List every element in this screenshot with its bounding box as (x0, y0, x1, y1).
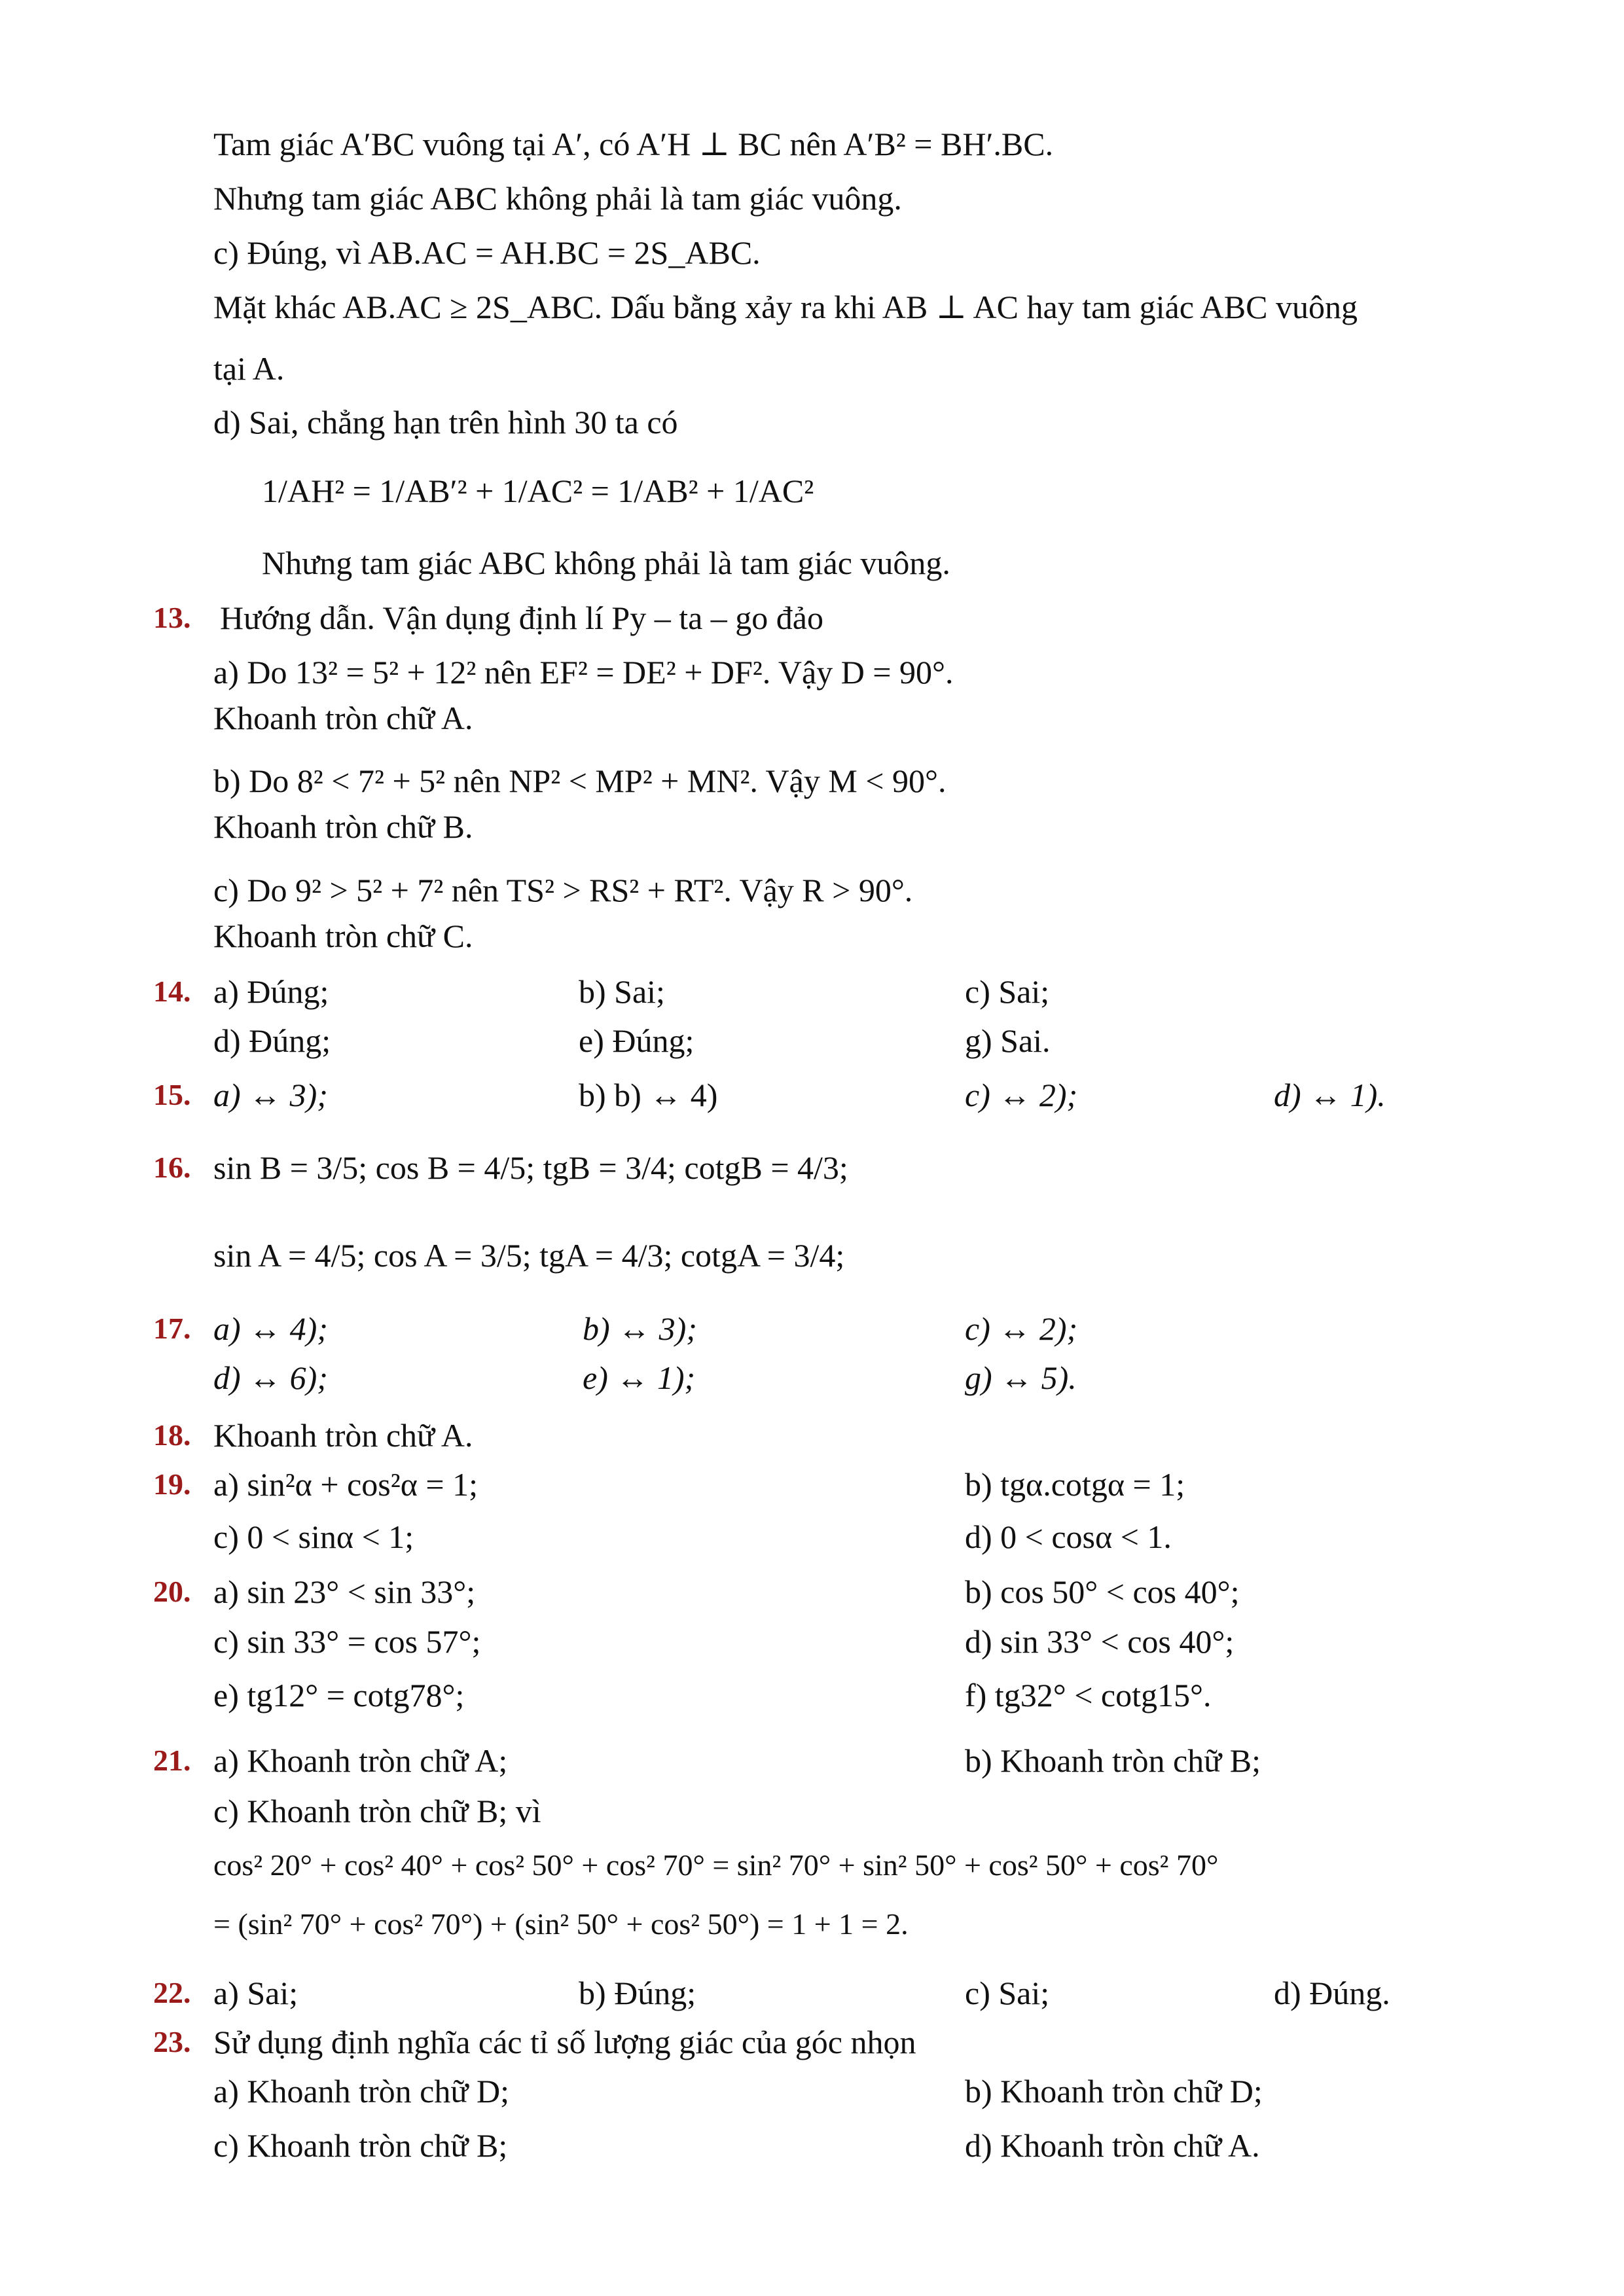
q13-b: b) Do 8² < 7² + 5² nên NP² < MP² + MN². Vậy M < 90°. (213, 762, 947, 799)
q21-b: b) Khoanh tròn chữ B; (965, 1742, 1261, 1779)
top-line-1: Tam giác A′BC vuông tại A′, có A′H ⊥ BC nên A′B² = BH′.BC. (213, 126, 1054, 162)
q20-f: f) tg32° < cotg15°. (965, 1677, 1212, 1713)
top-line-4: Mặt khác AB.AC ≥ 2S_ABC. Dấu bằng xảy ra khi AB ⊥ AC hay tam giác ABC vuông (213, 289, 1358, 325)
q20-e: e) tg12° = cotg78°; (213, 1677, 465, 1713)
q22-b: b) Đúng; (579, 1975, 696, 2011)
q14-a: a) Đúng; (213, 973, 329, 1010)
q23-a: a) Khoanh tròn chữ D; (213, 2073, 509, 2109)
q23-b: b) Khoanh tròn chữ D; (965, 2073, 1263, 2109)
q21-number: 21. (153, 1744, 191, 1777)
q20-c: c) sin 33° = cos 57°; (213, 1623, 481, 1660)
q20-a: a) sin 23° < sin 33°; (213, 1573, 476, 1610)
q21-equation-1: cos² 20° + cos² 40° + cos² 50° + cos² 70° = sin² 70° + sin² 50° + cos² 50° + cos² 70° (213, 1848, 1219, 1882)
q13-a-answer: Khoanh tròn chữ A. (213, 700, 473, 736)
q19-a: a) sin²α + cos²α = 1; (213, 1466, 478, 1503)
q22-d: d) Đúng. (1274, 1975, 1390, 2011)
q19-b: b) tgα.cotgα = 1; (965, 1466, 1185, 1503)
q21-c: c) Khoanh tròn chữ B; vì (213, 1793, 541, 1829)
q16-number: 16. (153, 1151, 191, 1184)
q20-number: 20. (153, 1575, 191, 1608)
q22-a: a) Sai; (213, 1975, 298, 2011)
q17-e: e) ↔ 1); (583, 1359, 696, 1396)
q23-c: c) Khoanh tròn chữ B; (213, 2127, 508, 2164)
top-line-6: d) Sai, chẳng hạn trên hình 30 ta có (213, 404, 678, 440)
q14-b: b) Sai; (579, 973, 665, 1010)
q16-line-1: sin B = 3/5; cos B = 4/5; tgB = 3/4; cotgB = 4/3; (213, 1149, 848, 1186)
q22-number: 22. (153, 1976, 191, 2009)
q23-number: 23. (153, 2025, 191, 2058)
q13-a: a) Do 13² = 5² + 12² nên EF² = DE² + DF². Vậy D = 90°. (213, 654, 954, 691)
q15-b: b) b) ↔ 4) (579, 1077, 718, 1113)
q13-b-answer: Khoanh tròn chữ B. (213, 808, 473, 845)
q20-d: d) sin 33° < cos 40°; (965, 1623, 1235, 1660)
q17-d: d) ↔ 6); (213, 1359, 328, 1396)
top-line-3: c) Đúng, vì AB.AC = AH.BC = 2S_ABC. (213, 234, 761, 271)
q15-a: a) ↔ 3); (213, 1077, 328, 1113)
top-line-2: Nhưng tam giác ABC không phải là tam giác vuông. (213, 180, 902, 217)
q16-line-2: sin A = 4/5; cos A = 3/5; tgA = 4/3; cotgA = 3/4; (213, 1237, 845, 1274)
q14-number: 14. (153, 975, 191, 1008)
q13-c: c) Do 9² > 5² + 7² nên TS² > RS² + RT². Vậy R > 90°. (213, 872, 913, 908)
reciprocal-formula: 1/AH² = 1/AB′² + 1/AC² = 1/AB² + 1/AC² (262, 473, 814, 509)
q15-d: d) ↔ 1). (1274, 1077, 1386, 1113)
q23-d: d) Khoanh tròn chữ A. (965, 2127, 1260, 2164)
q18-text: Khoanh tròn chữ A. (213, 1417, 473, 1454)
q14-d: d) Đúng; (213, 1022, 331, 1059)
q23-intro: Sử dụng định nghĩa các tỉ số lượng giác của góc nhọn (213, 2024, 916, 2060)
q21-equation-2: = (sin² 70° + cos² 70°) + (sin² 50° + cos² 50°) = 1 + 1 = 2. (213, 1907, 909, 1941)
q17-c: c) ↔ 2); (965, 1310, 1078, 1347)
q13-c-answer: Khoanh tròn chữ C. (213, 918, 473, 954)
q19-number: 19. (153, 1467, 191, 1501)
q18-number: 18. (153, 1418, 191, 1452)
q22-c: c) Sai; (965, 1975, 1050, 2011)
q19-d: d) 0 < cosα < 1. (965, 1518, 1172, 1555)
q17-number: 17. (153, 1312, 191, 1345)
q14-e: e) Đúng; (579, 1022, 695, 1059)
q17-g: g) ↔ 5). (965, 1359, 1077, 1396)
q21-a: a) Khoanh tròn chữ A; (213, 1742, 508, 1779)
q17-b: b) ↔ 3); (583, 1310, 697, 1347)
q20-b: b) cos 50° < cos 40°; (965, 1573, 1240, 1610)
q13-number: 13. (153, 601, 191, 634)
top-line-7: Nhưng tam giác ABC không phải là tam giác vuông. (262, 545, 950, 581)
q15-number: 15. (153, 1078, 191, 1111)
q19-c: c) 0 < sinα < 1; (213, 1518, 414, 1555)
q15-c: c) ↔ 2); (965, 1077, 1078, 1113)
q13-intro: Hướng dẫn. Vận dụng định lí Py – ta – go đảo (220, 600, 823, 636)
q14-c: c) Sai; (965, 973, 1050, 1010)
q17-a: a) ↔ 4); (213, 1310, 328, 1347)
q14-g: g) Sai. (965, 1022, 1051, 1059)
top-line-5: tại A. (213, 350, 285, 387)
